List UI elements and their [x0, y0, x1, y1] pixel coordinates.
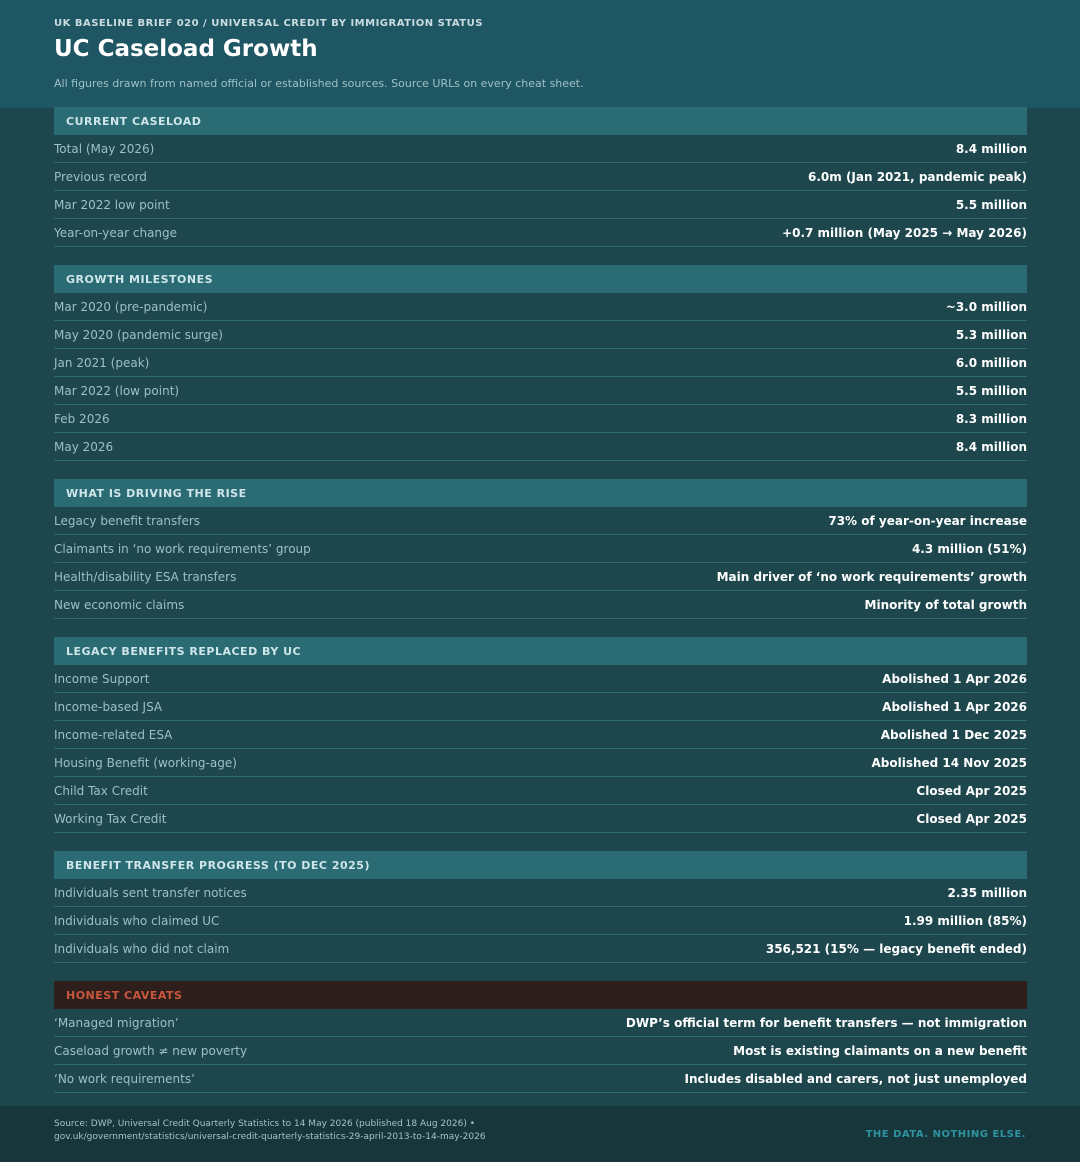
- table-row: [54, 135, 1027, 163]
- row-value: 6.0m (Jan 2021, pandemic peak): [808, 169, 1027, 184]
- table-row: [54, 321, 1027, 349]
- row-label: ‘Managed migration’: [54, 1015, 179, 1030]
- row-value: Minority of total growth: [864, 597, 1027, 612]
- row-value: 2.35 million: [947, 885, 1027, 900]
- row-label: Housing Benefit (working-age): [54, 755, 237, 770]
- table-row: [54, 879, 1027, 907]
- row-label: Legacy benefit transfers: [54, 513, 201, 528]
- row-value: Most is existing claimants on a new benefit: [733, 1043, 1027, 1058]
- table-row: [54, 349, 1027, 377]
- row-label: Year-on-year change: [54, 225, 178, 240]
- row-value: 8.4 million: [955, 141, 1027, 156]
- row-label: Child Tax Credit: [54, 783, 148, 798]
- table-row: [54, 191, 1027, 219]
- row-value: Closed Apr 2025: [916, 811, 1027, 826]
- row-label: Working Tax Credit: [54, 811, 167, 826]
- section: [54, 107, 1027, 247]
- row-value: Abolished 1 Apr 2026: [882, 699, 1027, 714]
- row-label: Individuals who claimed UC: [54, 913, 220, 928]
- section: [54, 265, 1027, 461]
- row-label: Income-based JSA: [54, 699, 163, 714]
- row-value: +0.7 million (May 2025 → May 2026): [782, 225, 1027, 240]
- table-row: [54, 219, 1027, 247]
- row-value: ~3.0 million: [945, 299, 1027, 314]
- row-value: Abolished 1 Apr 2026: [882, 671, 1027, 686]
- row-label: Feb 2026: [54, 411, 110, 426]
- row-label: Total (May 2026): [54, 141, 155, 156]
- page-header: [0, 0, 1080, 108]
- sections-container: [54, 107, 1027, 1111]
- table-row: [54, 907, 1027, 935]
- row-value: 8.4 million: [955, 439, 1027, 454]
- row-label: Mar 2020 (pre-pandemic): [54, 299, 208, 314]
- table-row: [54, 377, 1027, 405]
- row-value: Main driver of ‘no work requirements’ growth: [716, 569, 1027, 584]
- source-note: [54, 1118, 614, 1144]
- row-value: 73% of year-on-year increase: [828, 513, 1027, 528]
- source-line-1: Source: DWP, Universal Credit Quarterly Statistics to 14 May 2026 (published 18 Aug 2026) •: [54, 1119, 476, 1129]
- row-value: Abolished 14 Nov 2025: [871, 755, 1027, 770]
- row-label: Mar 2022 low point: [54, 197, 170, 212]
- section-heading: LEGACY BENEFITS REPLACED BY UC: [54, 637, 1027, 665]
- row-label: Health/disability ESA transfers: [54, 569, 237, 584]
- table-row: [54, 405, 1027, 433]
- row-label: Income Support: [54, 671, 150, 686]
- section: [54, 479, 1027, 619]
- section: [54, 851, 1027, 963]
- page-subtitle: All figures drawn from named official or established sources. Source URLs on every cheat sheet.: [54, 77, 584, 90]
- table-row: [54, 535, 1027, 563]
- row-value: 5.5 million: [955, 197, 1027, 212]
- row-label: Caseload growth ≠ new poverty: [54, 1043, 248, 1058]
- row-value: 8.3 million: [955, 411, 1027, 426]
- row-label: Mar 2022 (low point): [54, 383, 180, 398]
- table-row: [54, 163, 1027, 191]
- row-value: Closed Apr 2025: [916, 783, 1027, 798]
- row-value: 5.3 million: [955, 327, 1027, 342]
- source-line-2: gov.uk/government/statistics/universal-credit-quarterly-statistics-29-april-2013-to-14-may-2026: [54, 1132, 486, 1142]
- row-label: May 2020 (pandemic surge): [54, 327, 223, 342]
- section-heading: WHAT IS DRIVING THE RISE: [54, 479, 1027, 507]
- row-label: Income-related ESA: [54, 727, 173, 742]
- section-heading: BENEFIT TRANSFER PROGRESS (TO DEC 2025): [54, 851, 1027, 879]
- table-row: [54, 507, 1027, 535]
- row-value: DWP’s official term for benefit transfers — not immigration: [625, 1015, 1027, 1030]
- section: [54, 637, 1027, 833]
- row-value: 6.0 million: [955, 355, 1027, 370]
- row-value: 1.99 million (85%): [903, 913, 1027, 928]
- table-row: [54, 935, 1027, 963]
- row-label: Individuals sent transfer notices: [54, 885, 247, 900]
- row-value: 5.5 million: [955, 383, 1027, 398]
- table-row: [54, 1065, 1027, 1093]
- section-heading: CURRENT CASELOAD: [54, 107, 1027, 135]
- table-row: [54, 665, 1027, 693]
- table-row: [54, 433, 1027, 461]
- row-label: May 2026: [54, 439, 114, 454]
- row-label: Individuals who did not claim: [54, 941, 230, 956]
- row-label: Claimants in ‘no work requirements’ group: [54, 541, 311, 556]
- table-row: [54, 721, 1027, 749]
- page-footer: [0, 1106, 1080, 1162]
- row-label: Jan 2021 (peak): [54, 355, 150, 370]
- row-value: Abolished 1 Dec 2025: [880, 727, 1027, 742]
- tagline: THE DATA. NOTHING ELSE.: [865, 1129, 1026, 1140]
- table-row: [54, 693, 1027, 721]
- row-value: Includes disabled and carers, not just unemployed: [684, 1071, 1027, 1086]
- table-row: [54, 1009, 1027, 1037]
- table-row: [54, 563, 1027, 591]
- table-row: [54, 1037, 1027, 1065]
- section-heading: GROWTH MILESTONES: [54, 265, 1027, 293]
- page-title: UC Caseload Growth: [54, 36, 318, 62]
- row-value: 356,521 (15% — legacy benefit ended): [765, 941, 1027, 956]
- row-label: ‘No work requirements’: [54, 1071, 195, 1086]
- row-label: New economic claims: [54, 597, 185, 612]
- row-value: 4.3 million (51%): [911, 541, 1027, 556]
- table-row: [54, 749, 1027, 777]
- table-row: [54, 591, 1027, 619]
- brief-kicker: UK BASELINE BRIEF 020 / UNIVERSAL CREDIT BY IMMIGRATION STATUS: [54, 18, 483, 29]
- table-row: [54, 777, 1027, 805]
- section: [54, 981, 1027, 1093]
- table-row: [54, 805, 1027, 833]
- table-row: [54, 293, 1027, 321]
- row-label: Previous record: [54, 169, 147, 184]
- section-heading: HONEST CAVEATS: [54, 981, 1027, 1009]
